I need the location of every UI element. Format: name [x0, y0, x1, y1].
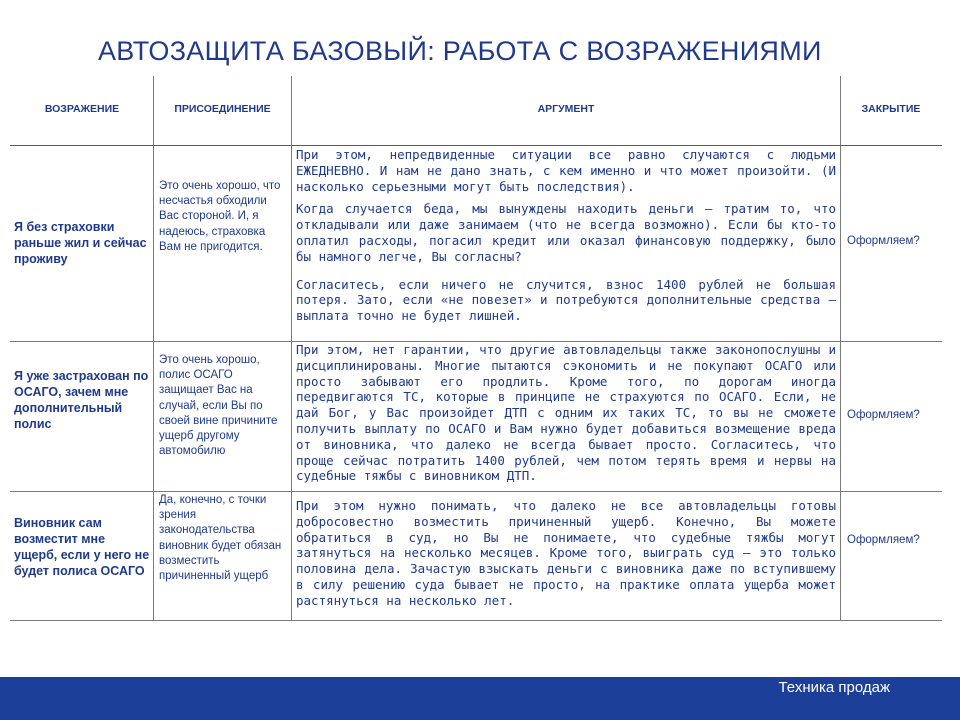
- table-divider: [10, 491, 942, 492]
- row-3-objection: Виновник сам возместит мне ущерб, если у него не будет полиса ОСАГО: [14, 516, 150, 578]
- row-1-objection: Я без страховки раньше жил и сейчас проживу: [14, 220, 147, 266]
- row-3-join: Да, конечно, с точки зрения законодательства виновник будет обязан возместить причиненный ущерб: [159, 494, 282, 583]
- row-1-argument: [296, 147, 836, 341]
- header-closing: ЗАКРЫТИЕ: [861, 103, 921, 115]
- row-1-argument-p1: При этом, непредвиденные ситуации все равно случаются с людьми ЕЖЕДНЕВНО. И нам не дано знать, с кем именно и что может произойти. (И насколько серьезными могут быть последствия).: [296, 147, 836, 194]
- row-2-join: Это очень хорошо, полис ОСАГО защищает Вас на случай, если Вы по своей вине причините ущерб другому автомобилю: [159, 354, 278, 458]
- table-divider: [10, 620, 942, 621]
- row-3-argument: [296, 498, 836, 620]
- table-divider: [10, 145, 942, 146]
- row-1-closing: Оформляем?: [847, 235, 920, 247]
- row-2-closing: Оформляем?: [847, 409, 920, 421]
- header-join: ПРИСОЕДИНЕНИЕ: [174, 103, 271, 115]
- row-3-closing: Оформляем?: [847, 534, 920, 546]
- header-objection: ВОЗРАЖЕНИЕ: [44, 103, 120, 115]
- row-1-argument-p3: Согласитесь, если ничего не случится, взнос 1400 рублей не большая потеря. Зато, если «не повезет» и потребуются дополнительные средства – выплата точно не будет лишней.: [296, 276, 836, 324]
- footer-caption: Техника продаж: [778, 679, 890, 696]
- row-1-join: Это очень хорошо, что несчастья обходили Вас стороной. И, я надеюсь, страховка Вам не пригодится.: [159, 180, 281, 253]
- table-divider: [153, 76, 154, 621]
- footer-bar: [0, 677, 960, 720]
- table-divider: [840, 76, 841, 621]
- table-divider: [291, 76, 292, 621]
- row-2-argument-p1: При этом, нет гарантии, что другие автовладельцы также законопослушны и дисциплинированы. Многие пытаются сэкономить и не покупают ОСАГО или просто забывают его продлить. Кроме того, по дорогам иногда передвигаются ТС, которые в принципе не страхуются по ОСАГО. Если, не дай Бог, у Вас произойдет ДТП с одним их таких ТС, то вы не сможете получить выплату по ОСАГО и Вам нужно будет добавиться возмещение вреда от виновника, что далеко не всегда бывает просто. Согласитесь, что проще сейчас потратить 1400 рублей, чем потом терять время и нервы на судебные тяжбы с виновником ДТП.: [296, 342, 836, 484]
- row-2-objection: Я уже застрахован по ОСАГО, зачем мне дополнительный полис: [14, 369, 149, 431]
- row-2-argument: [296, 342, 836, 491]
- row-3-argument-p1: При этом нужно понимать, что далеко не все автовладельцы готовы добросовестно возместить причиненный ущерб. Конечно, Вы можете обратиться в суд, но Вы не понимаете, что судебные тяжбы могут затянуться на несколько месяцев. Кроме того, выиграть суд – это только половина дела. Зачастую взыскать деньги с виновника даже по вступившему в силу решению суда бывает не просто, на практике оплата ущерба может растянуться на несколько лет.: [296, 498, 836, 608]
- header-argument: АРГУМЕНТ: [537, 103, 595, 115]
- row-1-argument-p2: Когда случается беда, мы вынуждены находить деньги – тратим то, что откладывали или даже занимаем (что не всегда возможно). Если бы кто-то оплатил расходы, погасил кредит или оказал финансовую поддержку, было бы намного легче, Вы согласны?: [296, 201, 836, 264]
- page-title: АВТОЗАЩИТА БАЗОВЫЙ: РАБОТА С ВОЗРАЖЕНИЯМИ: [98, 36, 822, 66]
